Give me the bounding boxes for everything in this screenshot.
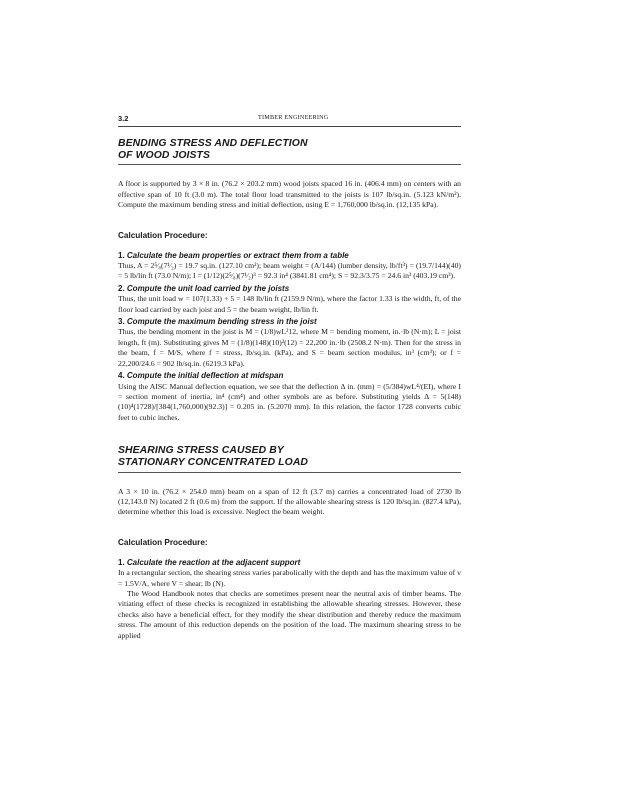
step-text: Thus, the bending moment in the joist is M = (1/8)wL²12, where M = bending moment, in.·lb (N·m); L = joist length, ft (m). Substituting gives M = (1/8)(148)(10)²(12) = 22,200 in.·lb (2508.2 N·m). Then for the stress in the beam, f = M/S, where f = stress, lb/sq.in. (kPa), and S = beam section modulus, in³ (cm³); or f = 22,200/24.6 = 902 lb/sq.in. (6219.3 kPa). xyxy=(118,327,461,368)
problem-statement: A 3 × 10 in. (76.2 × 254.0 mm) beam on a span of 12 ft (3.7 m) carries a concentrated load of 2730 lb (12,143.0 N) located 2 ft (0.6 m) from the support. If the allowable shearing stress is 120 lb/sq.in. (827.4 kPa), determine whether this load is excessive. Neglect the beam weight. xyxy=(118,486,461,517)
step-heading: 2. Compute the unit load carried by the joists xyxy=(118,283,290,293)
step xyxy=(118,251,461,282)
calculation-procedure-label: Calculation Procedure: xyxy=(118,230,208,240)
step xyxy=(118,317,461,369)
step-text: The Wood Handbook notes that checks are sometimes present near the neutral axis of timber beams. The vitiating effect of these checks is recognized in establishing the allowable shearing stresses. However, these checks also have a beneficial effect, for they modify the shear distribution and thereby reduce the maximum stress. The amount of this reduction depends on the position of the load. The maximum shearing stress to be applied xyxy=(118,588,461,640)
problem-statement: A floor is supported by 3 × 8 in. (76.2 × 203.2 mm) wood joists spaced 16 in. (406.4 mm) on centers with an effective span of 10 ft (3.0 m). The total floor load transmitted to the joists is 107 lb/sq.in. (5.123 kN/m²). Compute the maximum bending stress and initial deflection, using E = 1,760,000 lb/sq.in. (12,135 kPa). xyxy=(118,179,461,210)
step xyxy=(118,371,461,423)
section-title-line: BENDING STRESS AND DEFLECTION xyxy=(118,138,308,149)
step-heading: 1. Calculate the reaction at the adjacent support xyxy=(118,557,301,567)
running-title: TIMBER ENGINEERING xyxy=(258,114,329,121)
section-title-line: SHEARING STRESS CAUSED BY xyxy=(118,445,284,457)
calculation-procedure-label: Calculation Procedure: xyxy=(118,537,208,547)
section-shearing-stress xyxy=(118,445,461,641)
section-heading xyxy=(118,138,461,165)
step-heading: 4. Compute the initial deflection at midspan xyxy=(118,371,284,381)
step-heading: 1. Calculate the beam properties or extract them from a table xyxy=(118,250,349,260)
step xyxy=(118,284,461,315)
section-title-line: STATIONARY CONCENTRATED LOAD xyxy=(118,457,309,469)
step-text: In a rectangular section, the shearing stress varies parabolically with the depth and has the maximum value of v = 1.5V/A, where V = shear, lb (N). xyxy=(118,568,461,588)
step xyxy=(118,558,461,641)
step-heading: 3. Compute the maximum bending stress in the joist xyxy=(118,317,317,327)
page-content xyxy=(118,112,461,641)
page-number: 3.2 xyxy=(118,114,129,123)
step-text: Thus, A = 2⁵⁄₈(7¹⁄₂) = 19.7 sq.in. (127.10 cm²); beam weight = (A/144) (lumber density, lb/ft³) = (19.7/144)(40) = 5 lb/lin ft (73.0 N/m); I = (1/12)(2⁵⁄₈)(7¹⁄₂)³ = 92.3 in⁴ (3841.81 cm⁴); S = 92.3/3.75 = 24.6 in³ (403.19 cm³). xyxy=(118,261,461,281)
section-bending-stress xyxy=(118,138,461,423)
section-heading xyxy=(118,445,461,472)
section-title-line: OF WOOD JOISTS xyxy=(118,150,211,162)
running-header xyxy=(118,112,461,127)
step-text: Using the AISC Manual deflection equation, we see that the deflection Δ in. (mm) = (5/384)wL⁴/(EI), where I = section moment of inertia, in⁴ (cm⁴) and other symbols are as before. Substituting yields Δ = 5(148)(10)⁴(1728)/[384(1,760,000)(92.3)] = 0.205 in. (5.2070 mm). In this relation, the factor 1728 converts cubic feet to cubic inches. xyxy=(118,381,461,422)
step-text: Thus, the unit load w = 107(1.33) + 5 = 148 lb/lin ft (2159.9 N/m), where the factor 1.33 is the width, ft, of the floor load carried by each joist and 5 = the beam weight, lb/lin ft. xyxy=(118,294,461,314)
